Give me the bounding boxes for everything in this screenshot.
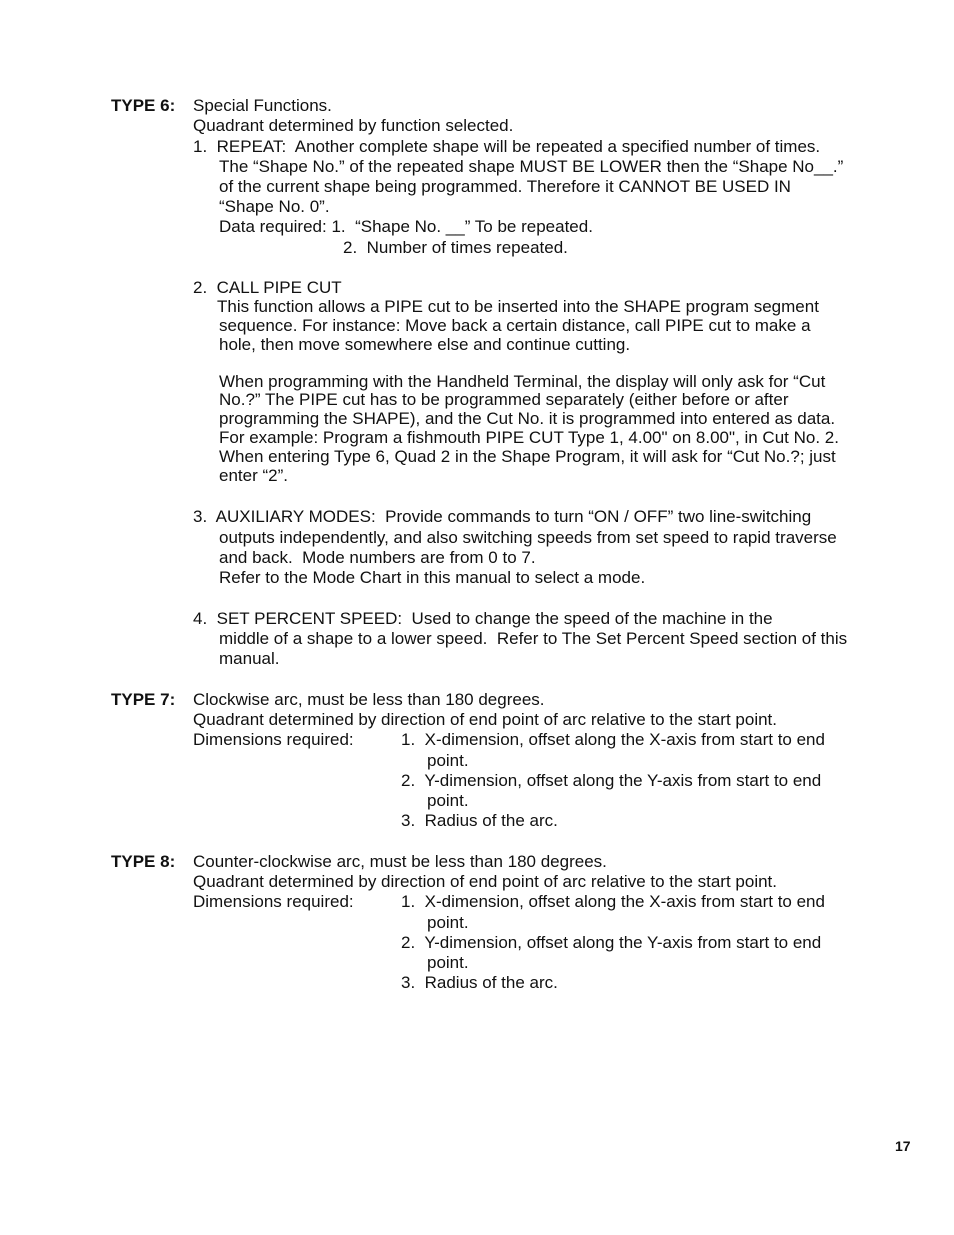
call-pipe-cut-heading: 2. CALL PIPE CUT (193, 278, 342, 297)
aux-modes-line-2: outputs independently, and also switching speeds from set speed to rapid traverse (219, 528, 837, 547)
type8-dim-1: 1. X-dimension, offset along the X-axis from start to end (401, 892, 825, 911)
type6-label: TYPE 6: (111, 96, 176, 115)
type8-label: TYPE 8: (111, 852, 176, 871)
type7-label: TYPE 7: (111, 690, 176, 709)
type7-title: Clockwise arc, must be less than 180 degrees. (193, 690, 545, 709)
type6-title: Special Functions. (193, 96, 332, 115)
call-pipe-cut-para2-line-2: No.?” The PIPE cut has to be programmed separately (either before or after (219, 390, 789, 409)
repeat-line-1: 1. REPEAT: Another complete shape will be repeated a specified number of times. (193, 137, 821, 156)
repeat-line-4: “Shape No. 0”. (219, 197, 330, 216)
repeat-line-2: The “Shape No.” of the repeated shape MUST BE LOWER then the “Shape No__.” (219, 157, 844, 176)
call-pipe-cut-para2-line-1: When programming with the Handheld Terminal, the display will only ask for “Cut (219, 372, 826, 391)
type7-dim-3: 3. Radius of the arc. (401, 811, 558, 830)
type7-dim-2-cont: point. (427, 791, 469, 810)
set-percent-speed-line-2: middle of a shape to a lower speed. Refer to The Set Percent Speed section of this (219, 629, 848, 648)
aux-modes-line-4: Refer to the Mode Chart in this manual to select a mode. (219, 568, 646, 587)
repeat-data-required-2: 2. Number of times repeated. (343, 238, 568, 257)
type8-title: Counter-clockwise arc, must be less than 180 degrees. (193, 852, 607, 871)
repeat-line-3: of the current shape being programmed. Therefore it CANNOT BE USED IN (219, 177, 791, 196)
type7-quadrant: Quadrant determined by direction of end point of arc relative to the start point. (193, 710, 778, 729)
set-percent-speed-line-1: 4. SET PERCENT SPEED: Used to change the speed of the machine in the (193, 609, 773, 628)
repeat-data-required-1: Data required: 1. “Shape No. __” To be repeated. (219, 217, 593, 236)
call-pipe-cut-para2-line-4: For example: Program a fishmouth PIPE CUT Type 1, 4.00" on 8.00", in Cut No. 2. (219, 428, 839, 447)
call-pipe-cut-para2-line-3: programming the SHAPE), and the Cut No. it is programmed into entered as data. (219, 409, 836, 428)
page-number: 17 (895, 1138, 911, 1154)
type8-dim-2: 2. Y-dimension, offset along the Y-axis from start to end (401, 933, 822, 952)
type8-dim-1-cont: point. (427, 913, 469, 932)
type7-dim-2: 2. Y-dimension, offset along the Y-axis from start to end (401, 771, 822, 790)
type8-quadrant: Quadrant determined by direction of end point of arc relative to the start point. (193, 872, 778, 891)
type6-quadrant: Quadrant determined by function selected. (193, 116, 514, 135)
type7-dim-1-cont: point. (427, 751, 469, 770)
call-pipe-cut-para1-line-2: sequence. For instance: Move back a certain distance, call PIPE cut to make a (219, 316, 811, 335)
call-pipe-cut-para2-line-6: enter “2”. (219, 466, 288, 485)
call-pipe-cut-para1-line-3: hole, then move somewhere else and continue cutting. (219, 335, 631, 354)
type7-dim-1: 1. X-dimension, offset along the X-axis from start to end (401, 730, 825, 749)
type8-dim-2-cont: point. (427, 953, 469, 972)
call-pipe-cut-para1-line-1: This function allows a PIPE cut to be inserted into the SHAPE program segment (217, 297, 819, 316)
aux-modes-line-3: and back. Mode numbers are from 0 to 7. (219, 548, 536, 567)
aux-modes-line-1: 3. AUXILIARY MODES: Provide commands to turn “ON / OFF” two line-switching (193, 507, 812, 526)
type8-dim-3: 3. Radius of the arc. (401, 973, 558, 992)
set-percent-speed-line-3: manual. (219, 649, 280, 668)
call-pipe-cut-para2-line-5: When entering Type 6, Quad 2 in the Shape Program, it will ask for “Cut No.?; just (219, 447, 836, 466)
type7-dims-label: Dimensions required: (193, 730, 354, 749)
type8-dims-label: Dimensions required: (193, 892, 354, 911)
